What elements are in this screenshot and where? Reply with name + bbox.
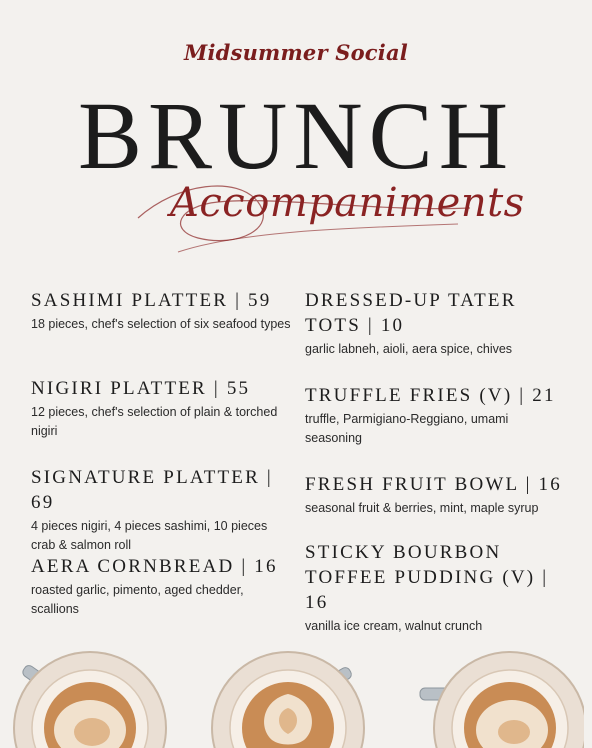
- menu-item-description: vanilla ice cream, walnut crunch: [305, 619, 483, 633]
- menu-item-description: seasonal fruit & berries, mint, maple syrup: [305, 501, 539, 515]
- menu-item: [31, 465, 293, 554]
- menu-item: [31, 376, 293, 465]
- menu-item-name: SASHIMI PLATTER | 59: [31, 290, 272, 311]
- menu-item-name: AERA CORNBREAD | 16: [31, 556, 278, 577]
- menu-item: [305, 288, 567, 383]
- menu-item-description: garlic labneh, aioli, aera spice, chives: [305, 342, 513, 356]
- menu-item-name: DRESSED-UP TATER TOTS | 10: [305, 290, 517, 336]
- menu-item: [305, 472, 567, 540]
- menu-column-left: [31, 288, 293, 619]
- menu-item-name: SIGNATURE PLATTER | 69: [31, 467, 273, 513]
- menu-item-description: roasted garlic, pimento, aged chedder, scallions: [31, 583, 244, 616]
- menu-item-name: FRESH FRUIT BOWL | 16: [305, 474, 562, 495]
- menu-item-description: 18 pieces, chef's selection of six seafood types: [31, 317, 291, 331]
- menu-column-right: [305, 288, 567, 636]
- coffee-cup-icon: [414, 648, 584, 748]
- coffee-cup-icon: [206, 648, 376, 748]
- brand-name: Midsummer Social: [184, 40, 408, 65]
- menu-item-description: 4 pieces nigiri, 4 pieces sashimi, 10 pieces crab & salmon roll: [31, 519, 268, 552]
- subtitle-script: Accompaniments: [170, 180, 525, 226]
- menu-item-name: NIGIRI PLATTER | 55: [31, 378, 251, 399]
- menu-item: [305, 540, 567, 636]
- page-title: BRUNCH: [77, 82, 515, 189]
- menu-item-name: STICKY BOURBON TOFFEE PUDDING (V) | 16: [305, 542, 549, 613]
- menu-item: [305, 383, 567, 472]
- menu-item-description: 12 pieces, chef's selection of plain & torched nigiri: [31, 405, 278, 438]
- menu-item-description: truffle, Parmigiano-Reggiano, umami seasoning: [305, 412, 509, 445]
- menu-item-name: TRUFFLE FRIES (V) | 21: [305, 385, 556, 406]
- coffee-cups-decor: [0, 640, 592, 740]
- menu-item: [31, 554, 293, 619]
- menu-item: [31, 288, 293, 376]
- coffee-cup-icon: [12, 648, 168, 748]
